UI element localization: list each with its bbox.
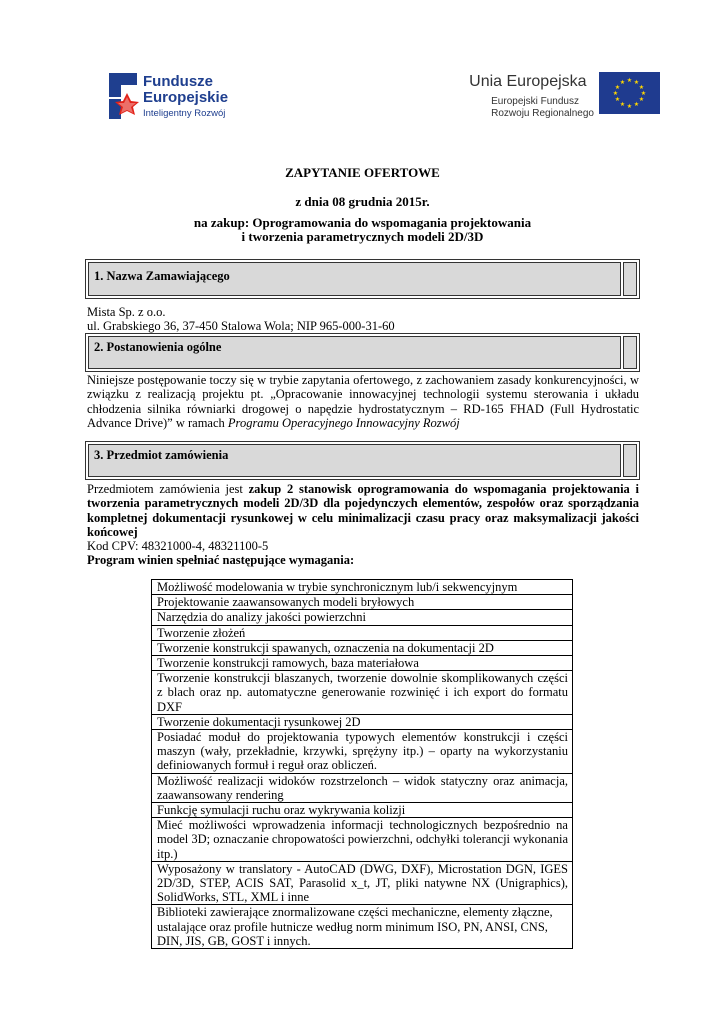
requirement-cell: Mieć możliwości wprowadzenia informacji technologicznych bezpośrednio na model 3D; oznaczanie chropowatości powierzchni, odchyłki tolerancji wykonania itp.) <box>152 818 573 862</box>
table-row <box>152 818 573 862</box>
requirements-title: Program winien spełniać następujące wymagania: <box>87 553 355 567</box>
section-2-text <box>87 373 639 430</box>
fe-star-icon <box>107 71 143 121</box>
svg-text:★: ★ <box>612 90 619 97</box>
cpv-code: Kod CPV: 48321000-4, 48321100-5 <box>87 539 269 553</box>
requirement-cell: Tworzenie dokumentacji rysunkowej 2D <box>152 714 573 729</box>
document-subject-line2: i tworzenia parametrycznych modeli 2D/3D <box>241 229 484 244</box>
unia-europejska-logo <box>469 72 660 119</box>
svg-text:★: ★ <box>638 96 645 103</box>
section-3-intro-bold: zakup 2 stanowisk oprogramowania do wspomagania projektowania i tworzenia parametrycznych modeli 2D/3D dla pojedynczych elementów, zespołów oraz sporządzania kompletnej dokumentacji rysunkowej w celu minimalizacji czasu pracy oraz maksymalizacji jakości końcowej <box>87 482 639 539</box>
table-row <box>152 905 573 949</box>
fe-logo-line2: Europejskie <box>143 88 229 106</box>
table-row <box>152 861 573 905</box>
table-row <box>152 640 573 655</box>
requirement-cell: Możliwość realizacji widoków rozstrzelonch – widok statyczny oraz animacja, zaawansowany rendering <box>152 773 573 802</box>
table-row <box>152 803 573 818</box>
section-3-intro: Przedmiotem zamówienia jest <box>87 482 249 496</box>
requirement-cell: Narzędzia do analizy jakości powierzchni <box>152 610 573 625</box>
eu-flag-icon <box>599 72 660 114</box>
section-1-label: 1. Nazwa Zamawiającego <box>94 269 230 283</box>
svg-text:★: ★ <box>614 96 621 103</box>
svg-text:★: ★ <box>640 90 647 97</box>
requirement-cell: Tworzenie złożeń <box>152 625 573 640</box>
requirement-cell: Funkcję symulacji ruchu oraz wykrywania kolizji <box>152 803 573 818</box>
requirement-cell: Tworzenie konstrukcji ramowych, baza materiałowa <box>152 656 573 671</box>
svg-text:★: ★ <box>619 101 626 108</box>
requirement-cell: Tworzenie konstrukcji blaszanych, tworzenie dowolnie skomplikowanych części z blach oraz np. automatyczne generowanie rozwinięć i ich export do formatu DXF <box>152 671 573 715</box>
svg-text:★: ★ <box>638 84 645 91</box>
ue-logo-line3: Rozwoju Regionalnego <box>491 108 594 119</box>
table-row <box>152 580 573 595</box>
table-row <box>152 671 573 715</box>
table-row <box>152 610 573 625</box>
table-row <box>152 595 573 610</box>
section-3-header <box>85 441 640 480</box>
requirement-cell: Wyposażony w translatory - AutoCAD (DWG, DXF), Microstation DGN, IGES 2D/3D, STEP, ACIS SAT, Parasolid x_t, JT, pliki natywne NX (Unigraphics), SolidWorks, STL, XML i inne <box>152 861 573 905</box>
requirements-table <box>151 579 573 949</box>
document-date: z dnia 08 grudnia 2015r. <box>295 194 430 209</box>
svg-text:★: ★ <box>633 101 640 108</box>
fundusze-europejskie-logo <box>107 71 247 121</box>
fe-logo-line1: Fundusze <box>143 73 213 90</box>
orderer-name: Mista Sp. z o.o. <box>87 305 166 319</box>
table-row <box>152 730 573 774</box>
svg-text:★: ★ <box>626 103 633 110</box>
requirement-cell: Projektowanie zaawansowanych modeli bryłowych <box>152 595 573 610</box>
section-2-body: Niniejsze postępowanie toczy się w trybie zapytania ofertowego, z zachowaniem zasady konkurencyjności, w związku z realizacją projektu pt. „Opracowanie innowacyjnej technologii systemu sterowania i układu chłodzenia silnika równiarki drogowej o napędzie hydrostatycznym – RD-165 FHAD (Full Hydrostatic Advance Drive)” w ramach <box>87 373 639 430</box>
svg-text:★: ★ <box>619 79 626 86</box>
ue-logo-line1: Unia Europejska <box>469 73 587 90</box>
svg-text:★: ★ <box>633 79 640 86</box>
requirement-cell: Możliwość modelowania w trybie synchronicznym lub/i sekwencyjnym <box>152 580 573 595</box>
requirement-cell: Biblioteki zawierające znormalizowane części mechaniczne, elementy złączne, ustalające oraz profile hutnicze według norm minimum ISO, PN, ANSI, CNS, DIN, JIS, GB, GOST i innych. <box>152 905 573 949</box>
program-name: Programu Operacyjnego Innowacyjny Rozwój <box>227 415 460 430</box>
requirement-cell: Posiadać moduł do projektowania typowych elementów konstrukcji i części maszyn (wały, przekładnie, krzywki, sprężyny itp.) – oparty na wykorzystaniu definiowanych formuł i reguł oraz obliczeń. <box>152 730 573 774</box>
svg-text:★: ★ <box>614 84 621 91</box>
section-1-header <box>85 259 640 299</box>
table-row <box>152 625 573 640</box>
section-3-label: 3. Przedmiot zamówienia <box>94 448 229 462</box>
section-3-text <box>87 482 639 539</box>
orderer-address: ul. Grabskiego 36, 37-450 Stalowa Wola; NIP 965-000-31-60 <box>87 319 395 333</box>
section-2-header <box>85 333 640 372</box>
table-row <box>152 773 573 802</box>
requirement-cell: Tworzenie konstrukcji spawanych, oznaczenia na dokumentacji 2D <box>152 640 573 655</box>
table-row <box>152 656 573 671</box>
section-2-label: 2. Postanowienia ogólne <box>94 340 222 354</box>
svg-text:★: ★ <box>626 77 633 84</box>
table-row <box>152 714 573 729</box>
document-subject-line1: na zakup: Oprogramowania do wspomagania projektowania <box>193 215 532 230</box>
fe-logo-line3: Inteligentny Rozwój <box>143 107 226 119</box>
ue-logo-line2: Europejski Fundusz <box>491 96 579 107</box>
document-title: ZAPYTANIE OFERTOWE <box>285 165 440 180</box>
